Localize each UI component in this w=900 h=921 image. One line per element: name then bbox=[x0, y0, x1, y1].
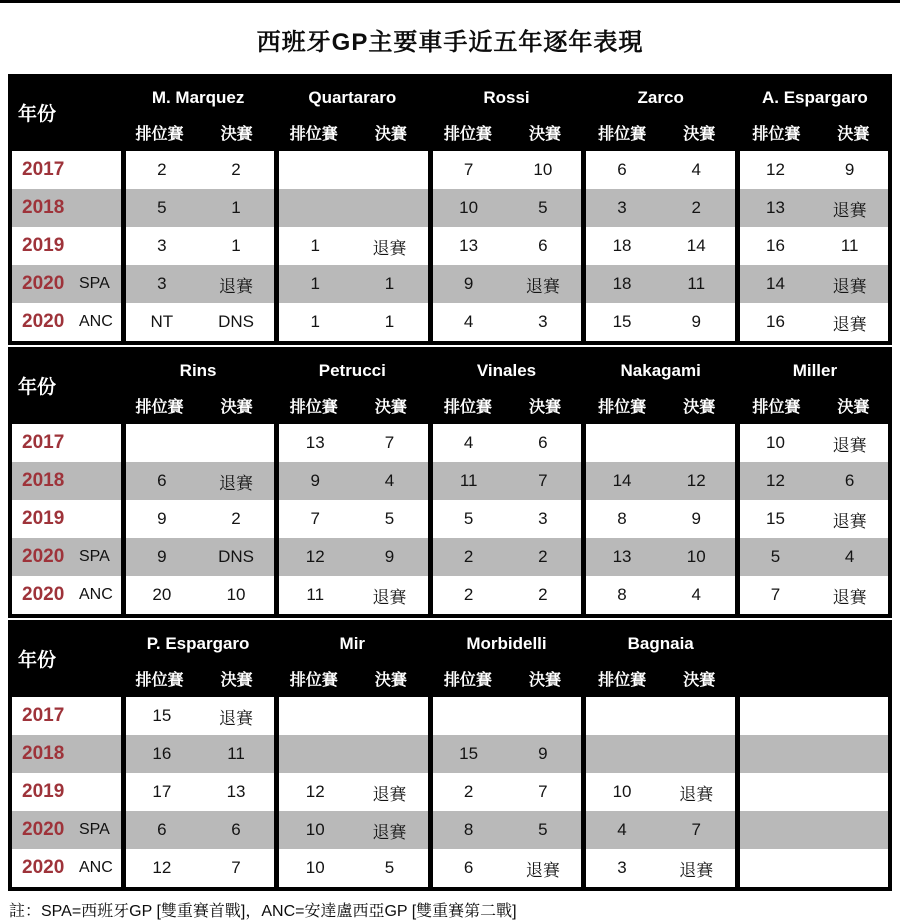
qualifying-result-cell: 11 bbox=[428, 462, 505, 500]
qualifying-result-cell: 12 bbox=[121, 849, 198, 887]
qualifying-result-cell bbox=[274, 189, 351, 227]
race-result-cell bbox=[811, 811, 888, 849]
race-result-cell: 9 bbox=[844, 160, 855, 179]
race-result-cell: 7 bbox=[691, 820, 701, 839]
race-result-cell: 10 bbox=[686, 547, 706, 566]
year-cell bbox=[12, 697, 121, 735]
race-result-cell: 4 bbox=[691, 585, 701, 604]
qualifying-result-cell: 6 bbox=[121, 811, 198, 849]
race-result-cell: 退賽 bbox=[679, 784, 714, 804]
race-result-cell: 7 bbox=[384, 433, 395, 452]
race-result-cell: 2 bbox=[231, 509, 241, 528]
year-cell bbox=[12, 576, 121, 614]
race-result-cell bbox=[658, 697, 735, 735]
qualifying-result-cell: 20 bbox=[121, 576, 198, 614]
race-header: 決賽 bbox=[220, 399, 253, 416]
year-cell bbox=[12, 462, 121, 500]
table-section-1 bbox=[8, 74, 892, 345]
table-row bbox=[8, 189, 892, 227]
qualifying-result-cell: 12 bbox=[735, 462, 812, 500]
year-value: 2020 bbox=[22, 857, 65, 878]
year-cell bbox=[12, 424, 121, 462]
race-result-cell: 9 bbox=[691, 312, 701, 331]
qualifying-result-cell: 1 bbox=[274, 303, 351, 341]
race-result-cell: 退賽 bbox=[525, 276, 560, 296]
section-header bbox=[8, 74, 892, 151]
year-value: 2020 bbox=[22, 546, 65, 567]
race-tag: SPA bbox=[79, 821, 110, 838]
qualifying-header: 排位賽 bbox=[443, 126, 492, 143]
race-header: 決賽 bbox=[374, 672, 407, 689]
race-result-cell: 2 bbox=[538, 547, 548, 566]
qualifying-result-cell: 1 bbox=[274, 227, 351, 265]
race-result-cell: 13 bbox=[226, 782, 246, 801]
table-row bbox=[8, 735, 892, 773]
race-result-cell: 7 bbox=[231, 858, 241, 877]
year-cell bbox=[12, 227, 121, 265]
rider-name-header: Miller bbox=[792, 361, 838, 380]
qualifying-result-cell: 4 bbox=[428, 424, 505, 462]
race-result-cell: 11 bbox=[227, 744, 245, 763]
qualifying-result-cell: 10 bbox=[428, 189, 505, 227]
qualifying-result-cell bbox=[581, 697, 658, 735]
year-value: 2018 bbox=[22, 197, 65, 218]
race-result-cell: 退賽 bbox=[372, 784, 407, 804]
race-result-cell: 6 bbox=[231, 820, 241, 839]
table-row bbox=[8, 424, 892, 462]
qualifying-header: 排位賽 bbox=[135, 399, 184, 416]
qualifying-result-cell: 16 bbox=[735, 227, 812, 265]
race-result-cell: 4 bbox=[384, 471, 395, 490]
qualifying-result-cell: 3 bbox=[121, 265, 198, 303]
qualifying-result-cell: 12 bbox=[274, 538, 351, 576]
year-cell bbox=[12, 773, 121, 811]
race-result-cell: 1 bbox=[384, 274, 395, 293]
race-result-cell bbox=[811, 773, 888, 811]
qualifying-result-cell: 15 bbox=[735, 500, 812, 538]
race-result-cell bbox=[351, 151, 428, 189]
qualifying-result-cell bbox=[428, 697, 505, 735]
qualifying-result-cell: 6 bbox=[428, 849, 505, 887]
race-result-cell: 2 bbox=[231, 160, 241, 179]
qualifying-result-cell: 3 bbox=[581, 849, 658, 887]
qualifying-header: 排位賽 bbox=[289, 399, 338, 416]
year-value: 2020 bbox=[22, 584, 65, 605]
race-result-cell bbox=[351, 697, 428, 735]
table-row bbox=[8, 265, 892, 303]
rider-name-header: Rossi bbox=[483, 88, 530, 107]
qualifying-result-cell bbox=[735, 849, 812, 887]
race-result-cell: 退賽 bbox=[372, 587, 407, 607]
race-result-cell: 退賽 bbox=[832, 587, 867, 607]
table-row bbox=[8, 697, 892, 735]
race-result-cell: 退賽 bbox=[372, 822, 407, 842]
qualifying-header: 排位賽 bbox=[598, 126, 647, 143]
qualifying-result-cell: 10 bbox=[735, 424, 812, 462]
rider-name-header bbox=[738, 636, 892, 644]
year-value: 2018 bbox=[22, 470, 65, 491]
race-result-cell: 2 bbox=[538, 585, 548, 604]
race-result-cell: 1 bbox=[231, 198, 241, 217]
qualifying-result-cell: 8 bbox=[581, 500, 658, 538]
table-row bbox=[8, 849, 892, 887]
qualifying-result-cell bbox=[735, 735, 812, 773]
race-result-cell bbox=[811, 697, 888, 735]
qualifying-result-cell: 7 bbox=[274, 500, 351, 538]
qualifying-result-cell: 9 bbox=[121, 500, 198, 538]
race-result-cell bbox=[811, 849, 888, 887]
rider-name-header: Bagnaia bbox=[627, 634, 694, 653]
race-result-cell: 退賽 bbox=[832, 511, 867, 531]
qualifying-result-cell: 8 bbox=[581, 576, 658, 614]
section-header bbox=[8, 620, 892, 697]
qualifying-result-cell: 3 bbox=[121, 227, 198, 265]
year-cell bbox=[12, 303, 121, 341]
race-result-cell bbox=[198, 424, 275, 462]
qualifying-result-cell: 4 bbox=[428, 303, 505, 341]
qualifying-result-cell: 9 bbox=[428, 265, 505, 303]
qualifying-result-cell bbox=[735, 773, 812, 811]
qualifying-result-cell bbox=[735, 697, 812, 735]
qualifying-header: 排位賽 bbox=[135, 126, 184, 143]
race-result-cell: 6 bbox=[538, 433, 548, 452]
qualifying-result-cell bbox=[121, 424, 198, 462]
section-header bbox=[8, 347, 892, 424]
rider-name-header: Nakagami bbox=[620, 361, 701, 380]
race-result-cell: 退賽 bbox=[219, 473, 254, 493]
year-cell bbox=[12, 811, 121, 849]
qualifying-header: 排位賽 bbox=[135, 672, 184, 689]
table-row bbox=[8, 462, 892, 500]
qualifying-result-cell: 3 bbox=[581, 189, 658, 227]
qualifying-result-cell: 16 bbox=[121, 735, 198, 773]
qualifying-result-cell: 6 bbox=[121, 462, 198, 500]
race-result-cell: 5 bbox=[538, 198, 548, 217]
race-header: 決賽 bbox=[837, 399, 870, 416]
qualifying-result-cell: 12 bbox=[274, 773, 351, 811]
qualifying-result-cell: 2 bbox=[121, 151, 198, 189]
race-result-cell: 5 bbox=[384, 858, 395, 877]
race-tag: ANC bbox=[79, 859, 113, 876]
rider-name-header: P. Espargaro bbox=[146, 634, 250, 653]
year-value: 2020 bbox=[22, 311, 65, 332]
qualifying-result-cell: 5 bbox=[428, 500, 505, 538]
year-value: 2017 bbox=[22, 159, 65, 180]
year-cell bbox=[12, 538, 121, 576]
qualifying-result-cell: 5 bbox=[735, 538, 812, 576]
section-body bbox=[8, 151, 892, 341]
qualifying-result-cell: 14 bbox=[581, 462, 658, 500]
table-row bbox=[8, 538, 892, 576]
year-cell bbox=[12, 500, 121, 538]
table-row bbox=[8, 500, 892, 538]
race-tag: ANC bbox=[79, 313, 113, 330]
section-body bbox=[8, 424, 892, 614]
table-section-2 bbox=[8, 347, 892, 618]
race-result-cell: 1 bbox=[231, 236, 241, 255]
year-cell bbox=[12, 189, 121, 227]
qualifying-result-cell: NT bbox=[121, 303, 198, 341]
race-result-cell: 退賽 bbox=[679, 860, 714, 880]
year-value: 2020 bbox=[22, 273, 65, 294]
race-header: 決賽 bbox=[374, 399, 407, 416]
qualifying-result-cell bbox=[274, 697, 351, 735]
qualifying-result-cell: 10 bbox=[581, 773, 658, 811]
year-column-header: 年份 bbox=[18, 650, 57, 671]
race-header: 決賽 bbox=[529, 126, 562, 143]
qualifying-result-cell bbox=[274, 735, 351, 773]
race-header: 決賽 bbox=[837, 126, 870, 143]
rider-name-header: Vinales bbox=[476, 361, 537, 380]
qualifying-result-cell: 8 bbox=[428, 811, 505, 849]
qualifying-result-cell: 7 bbox=[428, 151, 505, 189]
race-result-cell: DNS bbox=[218, 547, 254, 566]
race-header: 決賽 bbox=[529, 672, 562, 689]
year-value: 2019 bbox=[22, 781, 65, 802]
race-result-cell: 退賽 bbox=[832, 200, 867, 220]
race-header: 決賽 bbox=[529, 399, 562, 416]
year-cell bbox=[12, 849, 121, 887]
race-result-cell: 退賽 bbox=[525, 860, 560, 880]
race-result-cell: 退賽 bbox=[219, 276, 254, 296]
race-result-cell bbox=[811, 735, 888, 773]
table-row bbox=[8, 227, 892, 265]
qualifying-result-cell: 15 bbox=[428, 735, 505, 773]
race-result-cell bbox=[504, 697, 581, 735]
race-result-cell: 退賽 bbox=[832, 276, 867, 296]
qualifying-result-cell: 9 bbox=[121, 538, 198, 576]
race-result-cell: 5 bbox=[384, 509, 395, 528]
qualifying-result-cell: 13 bbox=[735, 189, 812, 227]
year-cell bbox=[12, 735, 121, 773]
qualifying-result-cell bbox=[735, 811, 812, 849]
qualifying-result-cell: 18 bbox=[581, 265, 658, 303]
qualifying-result-cell: 11 bbox=[274, 576, 351, 614]
race-result-cell: 9 bbox=[691, 509, 701, 528]
race-result-cell: 3 bbox=[538, 312, 548, 331]
race-header: 決賽 bbox=[683, 126, 716, 143]
race-result-cell: 9 bbox=[538, 744, 548, 763]
race-result-cell: 9 bbox=[384, 547, 395, 566]
race-result-cell: 5 bbox=[538, 820, 548, 839]
year-cell bbox=[12, 151, 121, 189]
year-column-header: 年份 bbox=[18, 104, 57, 125]
qualifying-result-cell: 15 bbox=[121, 697, 198, 735]
race-result-cell: 退賽 bbox=[832, 435, 867, 455]
year-cell bbox=[12, 265, 121, 303]
race-result-cell: 10 bbox=[226, 585, 246, 604]
qualifying-header: 排位賽 bbox=[289, 672, 338, 689]
rider-name-header: Morbidelli bbox=[466, 634, 547, 653]
race-result-cell: DNS bbox=[218, 312, 254, 331]
race-result-cell: 4 bbox=[691, 160, 701, 179]
race-result-cell: 14 bbox=[686, 236, 706, 255]
year-value: 2018 bbox=[22, 743, 65, 764]
table-row bbox=[8, 576, 892, 614]
race-result-cell bbox=[351, 735, 428, 773]
qualifying-result-cell bbox=[274, 151, 351, 189]
rider-name-header: M. Marquez bbox=[151, 88, 245, 107]
qualifying-result-cell: 13 bbox=[274, 424, 351, 462]
year-value: 2017 bbox=[22, 432, 65, 453]
race-result-cell: 3 bbox=[538, 509, 548, 528]
year-value: 2017 bbox=[22, 705, 65, 726]
rider-name-header: Mir bbox=[339, 634, 366, 653]
qualifying-result-cell: 2 bbox=[428, 538, 505, 576]
race-tag: SPA bbox=[79, 275, 110, 292]
qualifying-header: 排位賽 bbox=[752, 399, 801, 416]
footnote: 註：SPA=西班牙GP [雙重賽首戰]，ANC=安達盧西亞GP [雙重賽第二戰] bbox=[9, 903, 517, 920]
qualifying-header: 排位賽 bbox=[443, 672, 492, 689]
qualifying-result-cell: 12 bbox=[735, 151, 812, 189]
qualifying-result-cell: 15 bbox=[581, 303, 658, 341]
rider-name-header: Quartararo bbox=[308, 88, 397, 107]
table-row bbox=[8, 773, 892, 811]
rider-name-header: Zarco bbox=[637, 88, 684, 107]
qualifying-result-cell: 2 bbox=[428, 576, 505, 614]
race-result-cell: 1 bbox=[384, 312, 395, 331]
qualifying-result-cell: 10 bbox=[274, 811, 351, 849]
qualifying-header: 排位賽 bbox=[289, 126, 338, 143]
qualifying-result-cell: 9 bbox=[274, 462, 351, 500]
race-result-cell bbox=[658, 735, 735, 773]
race-header: 決賽 bbox=[374, 126, 407, 143]
race-result-cell: 10 bbox=[533, 160, 553, 179]
race-result-cell: 11 bbox=[687, 274, 706, 293]
race-tag: SPA bbox=[79, 548, 110, 565]
section-body bbox=[8, 697, 892, 887]
rider-name-header: Petrucci bbox=[318, 361, 386, 380]
results-table bbox=[8, 74, 892, 891]
qualifying-header: 排位賽 bbox=[752, 126, 801, 143]
qualifying-result-cell bbox=[581, 424, 658, 462]
qualifying-header: 排位賽 bbox=[598, 672, 647, 689]
table-row bbox=[8, 811, 892, 849]
qualifying-result-cell: 1 bbox=[274, 265, 351, 303]
race-result-cell: 退賽 bbox=[832, 314, 867, 334]
page-title: 西班牙GP主要車手近五年逐年表現 bbox=[256, 29, 644, 56]
qualifying-result-cell: 13 bbox=[428, 227, 505, 265]
qualifying-result-cell bbox=[581, 735, 658, 773]
qualifying-result-cell: 10 bbox=[274, 849, 351, 887]
race-result-cell: 12 bbox=[686, 471, 706, 490]
year-value: 2019 bbox=[22, 508, 65, 529]
race-result-cell: 2 bbox=[691, 198, 701, 217]
year-column-header: 年份 bbox=[18, 377, 57, 398]
qualifying-result-cell: 4 bbox=[581, 811, 658, 849]
year-value: 2020 bbox=[22, 819, 65, 840]
rider-name-header: Rins bbox=[179, 361, 217, 380]
race-header: 決賽 bbox=[220, 126, 253, 143]
race-header: 決賽 bbox=[683, 672, 716, 689]
race-result-cell: 退賽 bbox=[219, 708, 254, 728]
race-result-cell: 7 bbox=[538, 471, 548, 490]
qualifying-result-cell: 7 bbox=[735, 576, 812, 614]
qualifying-result-cell: 6 bbox=[581, 151, 658, 189]
year-value: 2019 bbox=[22, 235, 65, 256]
race-result-cell: 6 bbox=[844, 471, 855, 490]
qualifying-result-cell: 18 bbox=[581, 227, 658, 265]
qualifying-result-cell: 16 bbox=[735, 303, 812, 341]
table-section-3 bbox=[8, 620, 892, 891]
qualifying-result-cell: 14 bbox=[735, 265, 812, 303]
race-result-cell: 11 bbox=[840, 236, 859, 255]
qualifying-header: 排位賽 bbox=[443, 399, 492, 416]
race-result-cell: 4 bbox=[844, 547, 855, 566]
race-result-cell bbox=[351, 189, 428, 227]
race-header: 決賽 bbox=[683, 399, 716, 416]
qualifying-header: 排位賽 bbox=[598, 399, 647, 416]
race-header: 決賽 bbox=[220, 672, 253, 689]
race-result-cell bbox=[658, 424, 735, 462]
table-row bbox=[8, 303, 892, 341]
race-result-cell: 退賽 bbox=[372, 238, 407, 258]
rider-name-header: A. Espargaro bbox=[761, 88, 868, 107]
qualifying-result-cell: 5 bbox=[121, 189, 198, 227]
qualifying-result-cell: 17 bbox=[121, 773, 198, 811]
table-row bbox=[8, 151, 892, 189]
race-result-cell: 6 bbox=[538, 236, 548, 255]
race-tag: ANC bbox=[79, 586, 113, 603]
qualifying-result-cell: 13 bbox=[581, 538, 658, 576]
qualifying-result-cell: 2 bbox=[428, 773, 505, 811]
race-result-cell: 7 bbox=[538, 782, 548, 801]
